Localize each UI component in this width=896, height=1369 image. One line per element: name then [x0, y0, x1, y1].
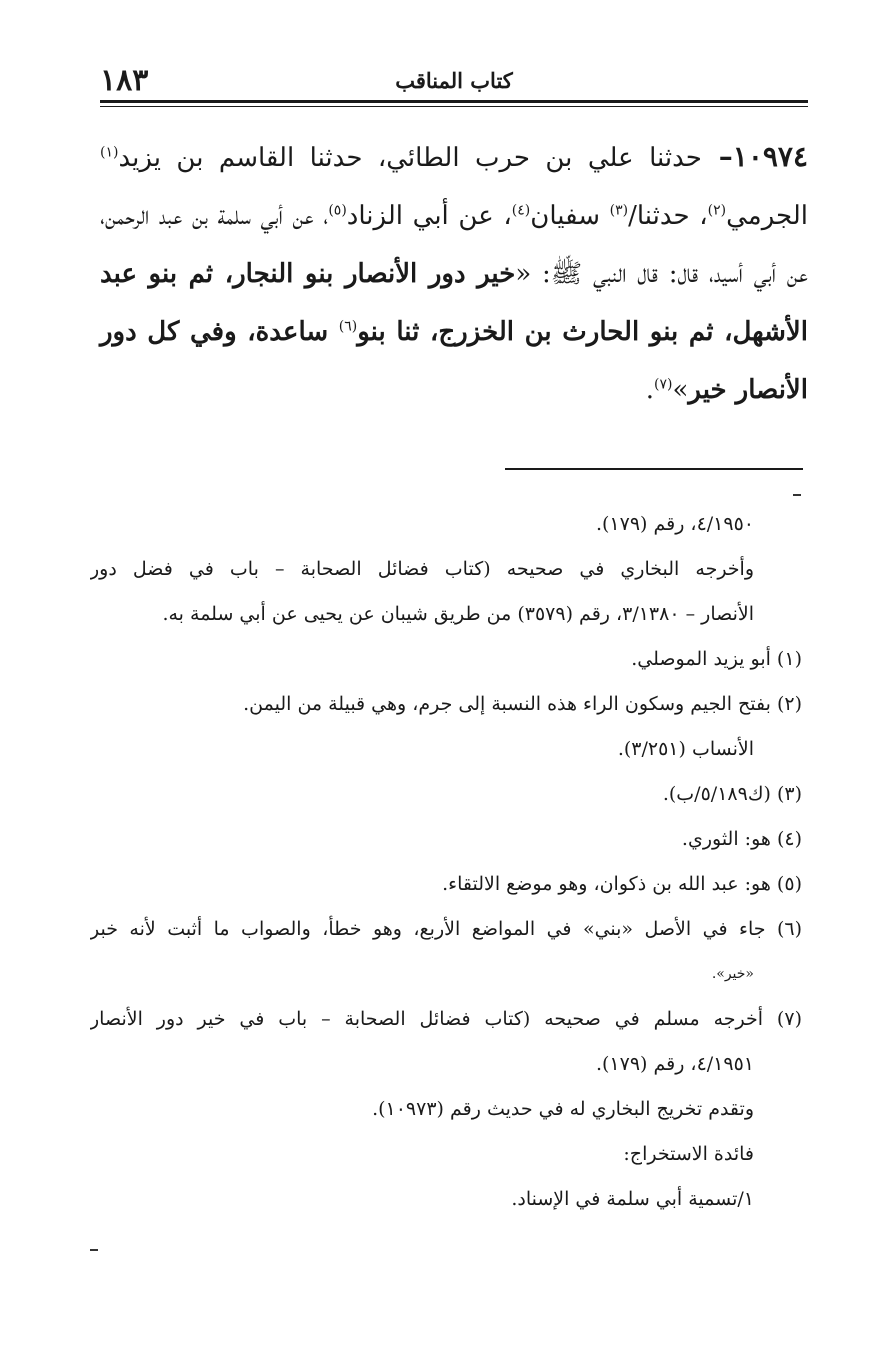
footnote-line: ٤/١٩٥٠، رقم (١٧٩). [595, 513, 754, 535]
hadith-number: ١٠٩٧٤ [732, 140, 808, 173]
matn-text: خير دور الأنصار بنو النجار، ثم بنو عبد الأشهل، ثم بنو الحارث بن الخزرج، ثنا بنو [100, 259, 808, 347]
quote-close: » [672, 375, 689, 405]
isnad-part: الجرمي [726, 201, 808, 231]
note-ref-2: (٢) [707, 202, 727, 219]
note-ref-1: (١) [100, 144, 119, 161]
end-mark: . [645, 375, 654, 405]
note-ref-3: (٣) [609, 202, 629, 219]
isnad-part: ، حدثنا/ [628, 201, 708, 231]
isnad-part: سفيان [530, 201, 610, 231]
footnote-7: (٧) أخرجه مسلم في صحيحه (كتاب فضائل الصحابة – باب في خير دور الأنصار [90, 1008, 802, 1030]
running-title: كتاب المناقب [395, 68, 513, 93]
header-rule-thick [100, 100, 808, 103]
footnote-6-cont: «خير». [711, 966, 754, 982]
footnote-line: الأنصار – ٣/١٣٨٠، رقم (٣٥٧٩) من طريق شيبان عن يحيى عن أبي سلمة به. [162, 603, 754, 625]
isnad-part: حدثنا علي بن حرب الطائي، حدثنا القاسم بن يزيد [118, 143, 702, 173]
page-header [100, 64, 808, 98]
page-number: ١٨٣ [100, 63, 149, 98]
footnote-7-cont: فائدة الاستخراج: [623, 1143, 754, 1165]
footnote-1: (١) أبو يزيد الموصلي. [631, 648, 802, 670]
note-ref-6: (٦) [338, 318, 358, 335]
header-rule-thin [100, 106, 808, 107]
footnote-3: (٣) (ك٥/١٨٩/ب). [662, 783, 802, 805]
note-ref-7: (٧) [653, 376, 673, 393]
matn-text: ساعدة، وفي كل دور الأنصار خير [100, 317, 808, 405]
note-ref-4: (٤) [511, 202, 531, 219]
footnote-7-cont: ١/تسمية أبي سلمة في الإسناد. [511, 1188, 754, 1210]
footnote-separator [505, 468, 803, 470]
footnotes [90, 502, 802, 1222]
isnad-part: ، عن أبي سلمة بن عبد الرحمن، عن أبي أسيد، قال: قال النبي ﷺ: « [100, 201, 808, 289]
note-ref-5: (٥) [328, 202, 347, 219]
hadith-text [100, 128, 808, 419]
margin-mark [90, 1249, 98, 1251]
footnote-2: (٢) بفتح الجيم وسكون الراء هذه النسبة إلى جرم، وهي قبيلة من اليمن. [243, 693, 802, 715]
isnad-part: ، عن أبي الزناد [346, 201, 512, 231]
footnote-line: وأخرجه البخاري في صحيحه (كتاب فضائل الصحابة – باب في فضل دور [90, 558, 754, 580]
footnote-7-cont: وتقدم تخريج البخاري له في حديث رقم (١٠٩٧٣). [372, 1098, 754, 1120]
footnote-7-cont: ٤/١٩٥١، رقم (١٧٩). [595, 1053, 754, 1075]
footnote-5: (٥) هو: عبد الله بن ذكوان، وهو موضع الالتقاء. [442, 873, 802, 895]
footnote-6: (٦) جاء في الأصل «بني» في المواضع الأربع، وهو خطأ، والصواب ما أثبت لأنه خبر [90, 918, 802, 940]
footnote-2-cont: الأنساب (٣/٢٥١). [617, 738, 754, 760]
footnote-4: (٤) هو: الثوري. [681, 828, 802, 850]
margin-mark [793, 494, 801, 496]
hadith-dash: – [701, 140, 733, 173]
